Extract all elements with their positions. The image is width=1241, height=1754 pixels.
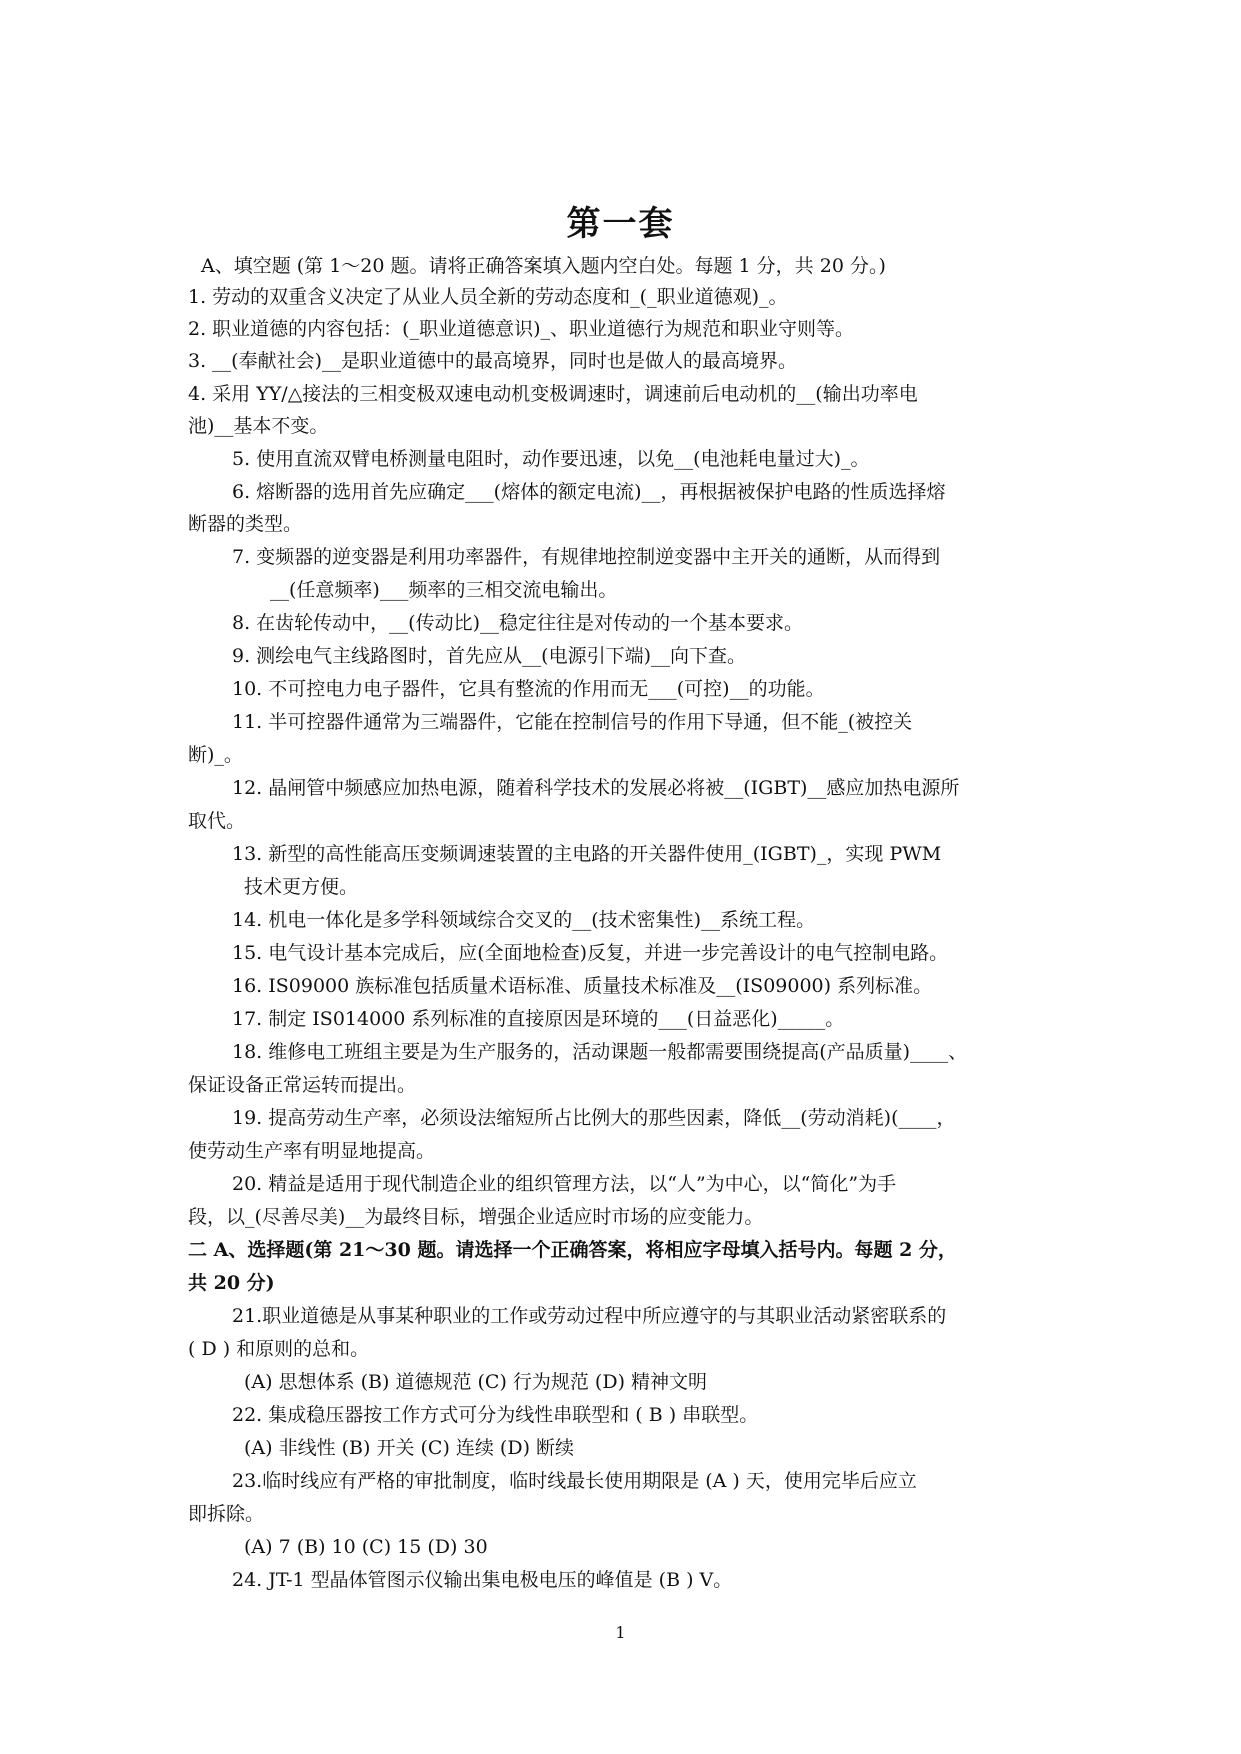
question-line: 8. 在齿轮传动中，__(传动比)__稳定往往是对传动的一个基本要求。	[232, 612, 803, 634]
page-title: 第一套	[566, 204, 675, 244]
question-line: 13. 新型的高性能高压变频调速装置的主电路的开关器件使用_(IGBT)_，实现 PWM	[232, 843, 942, 865]
question-line: 取代。	[188, 810, 246, 832]
question-line: 技术更方便。	[244, 876, 359, 898]
section-a-heading: A、填空题 (第 1～20 题。请将正确答案填入题内空白处。每题 1 分，共 20 分。)	[201, 255, 886, 277]
question-line: 使劳动生产率有明显地提高。	[188, 1140, 436, 1162]
page-number: 1	[615, 1623, 626, 1642]
question-line: 16. IS09000 族标准包括质量术语标准、质量技术标准及__(IS09000) 系列标准。	[232, 975, 933, 997]
question-line: 15. 电气设计基本完成后，应(全面地检查)反复，并进一步完善设计的电气控制电路。	[232, 942, 949, 964]
question-line: __(任意频率)___频率的三相交流电输出。	[270, 579, 618, 601]
question-line: 保证设备正常运转而提出。	[188, 1074, 417, 1096]
question-line: 1. 劳动的双重含义决定了从业人员全新的劳动态度和_(_职业道德观)_。	[188, 286, 788, 308]
question-line: 10. 不可控电力电子器件，它具有整流的作用而无___(可控)__的功能。	[232, 678, 825, 700]
question-line: 断器的类型。	[188, 513, 303, 535]
section-b-heading: 共 20 分)	[188, 1272, 275, 1294]
question-line: 11. 半可控器件通常为三端器件，它能在控制信号的作用下导通，但不能_(被控关	[232, 711, 913, 733]
question-line: 5. 使用直流双臂电桥测量电阻时，动作要迅速，以免__(电池耗电量过大)_。	[232, 448, 870, 470]
question-line: 22. 集成稳压器按工作方式可分为线性串联型和 ( B ) 串联型。	[232, 1404, 759, 1426]
question-line: 断)_。	[188, 744, 243, 766]
question-line: ( D ) 和原则的总和。	[188, 1338, 370, 1360]
question-line: 段，以_(尽善尽美)__为最终目标，增强企业适应时市场的应变能力。	[188, 1206, 764, 1228]
question-line: 18. 维修电工班组主要是为生产服务的，活动课题一般都需要围绕提高(产品质量)____、	[232, 1041, 968, 1063]
question-line: 6. 熔断器的选用首先应确定___(熔体的额定电流)__，再根据被保护电路的性质选择熔	[232, 481, 946, 503]
question-line: 23.临时线应有严格的审批制度，临时线最长使用期限是 (A ) 天，使用完毕后应立	[232, 1470, 917, 1492]
question-line: 即拆除。	[188, 1503, 265, 1525]
options-line: (A) 思想体系 (B) 道德规范 (C) 行为规范 (D) 精神文明	[244, 1371, 708, 1393]
section-b-heading: 二 A、选择题(第 21～30 题。请选择一个正确答案，将相应字母填入括号内。每题 2 分，	[188, 1239, 957, 1261]
question-line: 20. 精益是适用于现代制造企业的组织管理方法，以“人”为中心，以“简化”为手	[232, 1173, 897, 1195]
question-line: 7. 变频器的逆变器是利用功率器件，有规律地控制逆变器中主开关的通断，从而得到	[232, 546, 941, 568]
question-line: 24. JT-1 型晶体管图示仪输出集电极电压的峰值是 (B ) V。	[232, 1569, 733, 1591]
question-line: 21.职业道德是从事某种职业的工作或劳动过程中所应遵守的与其职业活动紧密联系的	[232, 1305, 947, 1327]
question-line: 2. 职业道德的内容包括：(_职业道德意识)_、职业道德行为规范和职业守则等。	[188, 318, 854, 340]
question-line: 池)__基本不变。	[188, 415, 329, 437]
question-line: 14. 机电一体化是多学科领域综合交叉的__(技术密集性)__系统工程。	[232, 909, 816, 931]
question-line: 4. 采用 YY/△接法的三相变极双速电动机变极调速时，调速前后电动机的__(输出功率电	[188, 383, 918, 405]
question-line: 3. __(奉献社会)__是职业道德中的最高境界，同时也是做人的最高境界。	[188, 350, 797, 372]
options-line: (A) 7 (B) 10 (C) 15 (D) 30	[244, 1536, 488, 1558]
question-line: 12. 晶闸管中频感应加热电源，随着科学技术的发展必将被__(IGBT)__感应加热电源所	[232, 777, 960, 799]
question-line: 9. 测绘电气主线路图时，首先应从__(电源引下端)__向下查。	[232, 645, 746, 667]
options-line: (A) 非线性 (B) 开关 (C) 连续 (D) 断续	[244, 1437, 575, 1459]
question-line: 17. 制定 IS014000 系列标准的直接原因是环境的___(日益恶化)_____。	[232, 1008, 845, 1030]
question-line: 19. 提高劳动生产率，必须设法缩短所占比例大的那些因素，降低__(劳动消耗)(____，	[232, 1107, 956, 1129]
